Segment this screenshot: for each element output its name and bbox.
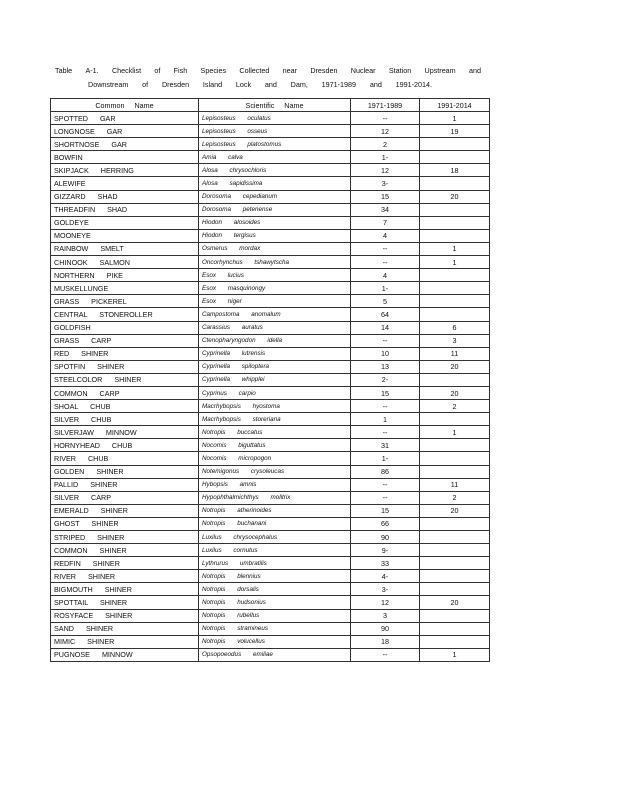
- count-1971-1989-cell: --: [351, 334, 420, 347]
- count-1971-1989-cell: 4: [351, 269, 420, 282]
- common-name-cell: SPOTFIN SHINER: [51, 360, 199, 373]
- count-1991-2014-cell: 20: [420, 504, 490, 517]
- caption-word: of: [142, 80, 149, 89]
- count-1991-2014-cell: 1: [420, 256, 490, 269]
- common-name-cell: EMERALD SHINER: [51, 504, 199, 517]
- count-1971-1989-cell: 2: [351, 138, 420, 151]
- count-1991-2014-cell: [420, 373, 490, 386]
- common-name-cell: CENTRAL STONEROLLER: [51, 308, 199, 321]
- caption-word: and: [468, 66, 481, 75]
- scientific-name-cell: Hiodon tergisus: [199, 229, 351, 242]
- count-1991-2014-cell: 1: [420, 242, 490, 255]
- caption-word: Nuclear: [350, 66, 376, 75]
- count-1991-2014-cell: 20: [420, 386, 490, 399]
- table-row: [51, 531, 490, 544]
- caption-word: and: [264, 80, 277, 89]
- count-1991-2014-cell: [420, 413, 490, 426]
- table-row: [51, 242, 490, 255]
- count-1991-2014-cell: 2: [420, 491, 490, 504]
- scientific-name-cell: Notropis buchanani: [199, 517, 351, 530]
- common-name-cell: STEELCOLOR SHINER: [51, 373, 199, 386]
- table-row: [51, 478, 490, 491]
- caption-word: Checklist: [111, 66, 142, 75]
- count-1991-2014-cell: [420, 622, 490, 635]
- caption-word: Downstream: [88, 80, 129, 89]
- count-1991-2014-cell: 20: [420, 190, 490, 203]
- common-name-cell: RAINBOW SMELT: [51, 242, 199, 255]
- count-1991-2014-cell: [420, 229, 490, 242]
- scientific-name-cell: Notropis atherinoides: [199, 504, 351, 517]
- caption-line-1: [55, 64, 481, 78]
- table-row: [51, 203, 490, 216]
- scientific-name-cell: Notropis volucellus: [199, 635, 351, 648]
- count-1971-1989-cell: --: [351, 648, 420, 661]
- count-1971-1989-cell: 15: [351, 386, 420, 399]
- caption-word: 1991-2014.: [395, 80, 432, 89]
- count-1991-2014-cell: [420, 544, 490, 557]
- count-1971-1989-cell: --: [351, 112, 420, 125]
- count-1971-1989-cell: 90: [351, 622, 420, 635]
- count-1991-2014-cell: [420, 269, 490, 282]
- count-1971-1989-cell: 3-: [351, 177, 420, 190]
- table-row: [51, 177, 490, 190]
- count-1991-2014-cell: [420, 177, 490, 190]
- scientific-name-cell: Lepisosteus osseus: [199, 125, 351, 138]
- count-1971-1989-cell: 86: [351, 465, 420, 478]
- count-1971-1989-cell: 1-: [351, 452, 420, 465]
- caption-word: Upstream: [424, 66, 456, 75]
- scientific-name-cell: Hypophthalmichthys molitrix: [199, 491, 351, 504]
- count-1971-1989-cell: --: [351, 478, 420, 491]
- scientific-name-cell: Hybopsis amnis: [199, 478, 351, 491]
- count-1971-1989-cell: --: [351, 242, 420, 255]
- common-name-cell: GOLDEN SHINER: [51, 465, 199, 478]
- header-1971-1989: 1971-1989: [351, 99, 420, 112]
- caption-word: of: [154, 66, 161, 75]
- common-name-cell: PUGNOSE MINNOW: [51, 648, 199, 661]
- scientific-name-cell: Cyprinella whipplei: [199, 373, 351, 386]
- count-1991-2014-cell: [420, 531, 490, 544]
- table-row: [51, 609, 490, 622]
- scientific-name-cell: Hiodon alosoides: [199, 216, 351, 229]
- count-1991-2014-cell: 20: [420, 596, 490, 609]
- scientific-name-cell: Luxilus chrysocephalus: [199, 531, 351, 544]
- header-1991-2014: 1991-2014: [420, 99, 490, 112]
- common-name-cell: CHINOOK SALMON: [51, 256, 199, 269]
- scientific-name-cell: Lepisosteus platostomus: [199, 138, 351, 151]
- count-1971-1989-cell: 31: [351, 439, 420, 452]
- common-name-cell: COMMON SHINER: [51, 544, 199, 557]
- common-name-cell: BOWFIN: [51, 151, 199, 164]
- table-row: [51, 452, 490, 465]
- table-row: [51, 648, 490, 661]
- count-1971-1989-cell: 1-: [351, 151, 420, 164]
- table-row: [51, 622, 490, 635]
- count-1971-1989-cell: 1: [351, 413, 420, 426]
- scientific-name-cell: Nocomis biguttatus: [199, 439, 351, 452]
- table-row: [51, 125, 490, 138]
- table-row: [51, 413, 490, 426]
- count-1991-2014-cell: 19: [420, 125, 490, 138]
- common-name-cell: REDFIN SHINER: [51, 557, 199, 570]
- table-row: [51, 583, 490, 596]
- common-name-cell: NORTHERN PIKE: [51, 269, 199, 282]
- table-caption: [55, 64, 481, 92]
- count-1971-1989-cell: --: [351, 400, 420, 413]
- scientific-name-cell: Cyprinella spiloptera: [199, 360, 351, 373]
- common-name-cell: GHOST SHINER: [51, 517, 199, 530]
- count-1991-2014-cell: [420, 216, 490, 229]
- count-1971-1989-cell: 5: [351, 295, 420, 308]
- count-1971-1989-cell: 1-: [351, 282, 420, 295]
- count-1971-1989-cell: --: [351, 491, 420, 504]
- count-1971-1989-cell: 15: [351, 504, 420, 517]
- count-1991-2014-cell: [420, 203, 490, 216]
- caption-word: and: [369, 80, 382, 89]
- count-1991-2014-cell: [420, 138, 490, 151]
- count-1971-1989-cell: 66: [351, 517, 420, 530]
- scientific-name-cell: Cyprinella lutrensis: [199, 347, 351, 360]
- count-1971-1989-cell: 4: [351, 229, 420, 242]
- common-name-cell: MOONEYE: [51, 229, 199, 242]
- scientific-name-cell: Campostoma anomalum: [199, 308, 351, 321]
- common-name-cell: GIZZARD SHAD: [51, 190, 199, 203]
- table-row: [51, 334, 490, 347]
- count-1991-2014-cell: [420, 439, 490, 452]
- caption-word: Fish: [173, 66, 188, 75]
- count-1971-1989-cell: 12: [351, 164, 420, 177]
- header-scientific-name: Scientific Name: [199, 99, 351, 112]
- common-name-cell: SILVER CHUB: [51, 413, 199, 426]
- count-1971-1989-cell: 33: [351, 557, 420, 570]
- count-1991-2014-cell: [420, 635, 490, 648]
- count-1971-1989-cell: 12: [351, 125, 420, 138]
- count-1991-2014-cell: [420, 570, 490, 583]
- count-1971-1989-cell: --: [351, 426, 420, 439]
- scientific-name-cell: Esox lucius: [199, 269, 351, 282]
- count-1971-1989-cell: 90: [351, 531, 420, 544]
- count-1971-1989-cell: 9-: [351, 544, 420, 557]
- count-1991-2014-cell: 20: [420, 360, 490, 373]
- table-row: [51, 596, 490, 609]
- count-1991-2014-cell: [420, 151, 490, 164]
- table-row: [51, 282, 490, 295]
- count-1971-1989-cell: 64: [351, 308, 420, 321]
- caption-word: Species: [200, 66, 227, 75]
- scientific-name-cell: Alosa chrysochloris: [199, 164, 351, 177]
- count-1971-1989-cell: 34: [351, 203, 420, 216]
- count-1991-2014-cell: [420, 295, 490, 308]
- table-row: [51, 439, 490, 452]
- scientific-name-cell: Notropis rubellus: [199, 609, 351, 622]
- count-1991-2014-cell: 18: [420, 164, 490, 177]
- common-name-cell: BIGMOUTH SHINER: [51, 583, 199, 596]
- common-name-cell: SPOTTAIL SHINER: [51, 596, 199, 609]
- count-1991-2014-cell: 1: [420, 426, 490, 439]
- count-1971-1989-cell: 10: [351, 347, 420, 360]
- common-name-cell: GOLDEYE: [51, 216, 199, 229]
- table-row: [51, 164, 490, 177]
- count-1991-2014-cell: [420, 308, 490, 321]
- table-row: [51, 465, 490, 478]
- species-table: [50, 98, 490, 662]
- common-name-cell: SAND SHINER: [51, 622, 199, 635]
- table-row: [51, 491, 490, 504]
- count-1991-2014-cell: 6: [420, 321, 490, 334]
- table-row: [51, 256, 490, 269]
- count-1971-1989-cell: 13: [351, 360, 420, 373]
- scientific-name-cell: Carassius auratus: [199, 321, 351, 334]
- count-1991-2014-cell: 1: [420, 112, 490, 125]
- caption-word: Lock: [235, 80, 252, 89]
- caption-word: Collected: [239, 66, 270, 75]
- count-1971-1989-cell: 7: [351, 216, 420, 229]
- common-name-cell: RIVER SHINER: [51, 570, 199, 583]
- table-row: [51, 557, 490, 570]
- scientific-name-cell: Esox masquinongy: [199, 282, 351, 295]
- scientific-name-cell: Dorosoma cepedianum: [199, 190, 351, 203]
- caption-word: Dam,: [290, 80, 308, 89]
- table-row: [51, 504, 490, 517]
- common-name-cell: GRASS CARP: [51, 334, 199, 347]
- table-row: [51, 544, 490, 557]
- count-1991-2014-cell: 1: [420, 648, 490, 661]
- scientific-name-cell: Nocomis micropogon: [199, 452, 351, 465]
- common-name-cell: SKIPJACK HERRING: [51, 164, 199, 177]
- common-name-cell: PALLID SHINER: [51, 478, 199, 491]
- count-1991-2014-cell: [420, 557, 490, 570]
- caption-line-2: [55, 78, 432, 92]
- scientific-name-cell: Amia calva: [199, 151, 351, 164]
- table-row: [51, 295, 490, 308]
- common-name-cell: STRIPED SHINER: [51, 531, 199, 544]
- count-1971-1989-cell: 4-: [351, 570, 420, 583]
- scientific-name-cell: Lythrurus umbratilis: [199, 557, 351, 570]
- common-name-cell: SILVER CARP: [51, 491, 199, 504]
- table-row: [51, 400, 490, 413]
- common-name-cell: GRASS PICKEREL: [51, 295, 199, 308]
- count-1991-2014-cell: [420, 465, 490, 478]
- count-1991-2014-cell: [420, 583, 490, 596]
- table-row: [51, 151, 490, 164]
- common-name-cell: RIVER CHUB: [51, 452, 199, 465]
- scientific-name-cell: Dorosoma petenense: [199, 203, 351, 216]
- common-name-cell: MUSKELLUNGE: [51, 282, 199, 295]
- common-name-cell: HORNYHEAD CHUB: [51, 439, 199, 452]
- table-row: [51, 373, 490, 386]
- caption-word: Dresden: [161, 80, 190, 89]
- table-row: [51, 386, 490, 399]
- count-1971-1989-cell: 14: [351, 321, 420, 334]
- table-row: [51, 360, 490, 373]
- caption-word: A-1.: [85, 66, 99, 75]
- scientific-name-cell: Notropis stramineus: [199, 622, 351, 635]
- table-row: [51, 426, 490, 439]
- common-name-cell: MIMIC SHINER: [51, 635, 199, 648]
- table-row: [51, 570, 490, 583]
- caption-word: near: [282, 66, 298, 75]
- table-row: [51, 229, 490, 242]
- common-name-cell: LONGNOSE GAR: [51, 125, 199, 138]
- caption-word: Station: [388, 66, 412, 75]
- scientific-name-cell: Notropis hudsonius: [199, 596, 351, 609]
- scientific-name-cell: Macrhybopsis hyostoma: [199, 400, 351, 413]
- common-name-cell: SPOTTED GAR: [51, 112, 199, 125]
- common-name-cell: GOLDFISH: [51, 321, 199, 334]
- table-row: [51, 138, 490, 151]
- table-row: [51, 112, 490, 125]
- header-common-name: Common Name: [51, 99, 199, 112]
- count-1991-2014-cell: [420, 452, 490, 465]
- count-1971-1989-cell: 2-: [351, 373, 420, 386]
- common-name-cell: ALEWIFE: [51, 177, 199, 190]
- count-1991-2014-cell: [420, 609, 490, 622]
- count-1971-1989-cell: 12: [351, 596, 420, 609]
- table-row: [51, 269, 490, 282]
- count-1971-1989-cell: --: [351, 256, 420, 269]
- scientific-name-cell: Notropis dorsalis: [199, 583, 351, 596]
- scientific-name-cell: Luxilus cornutus: [199, 544, 351, 557]
- scientific-name-cell: Esox niger: [199, 295, 351, 308]
- count-1991-2014-cell: 11: [420, 478, 490, 491]
- caption-word: 1971-1989: [321, 80, 357, 89]
- table-row: [51, 635, 490, 648]
- table-body: [51, 112, 490, 662]
- scientific-name-cell: Notropis buccatus: [199, 426, 351, 439]
- scientific-name-cell: Alosa sapidissima: [199, 177, 351, 190]
- table-row: [51, 216, 490, 229]
- common-name-cell: SHOAL CHUB: [51, 400, 199, 413]
- count-1991-2014-cell: 3: [420, 334, 490, 347]
- common-name-cell: THREADFIN SHAD: [51, 203, 199, 216]
- scientific-name-cell: Notemigonus crysoleucas: [199, 465, 351, 478]
- scientific-name-cell: Ctenopharyngodon idella: [199, 334, 351, 347]
- common-name-cell: COMMON CARP: [51, 386, 199, 399]
- scientific-name-cell: Opsopoeodus emiliae: [199, 648, 351, 661]
- scientific-name-cell: Notropis blennius: [199, 570, 351, 583]
- table-row: [51, 308, 490, 321]
- count-1971-1989-cell: 15: [351, 190, 420, 203]
- scientific-name-cell: Lepisosteus oculatus: [199, 112, 351, 125]
- table-row: [51, 347, 490, 360]
- common-name-cell: RED SHINER: [51, 347, 199, 360]
- count-1971-1989-cell: 3-: [351, 583, 420, 596]
- table-header-row: [51, 99, 490, 112]
- scientific-name-cell: Osmerus mordax: [199, 242, 351, 255]
- table-row: [51, 517, 490, 530]
- count-1991-2014-cell: [420, 517, 490, 530]
- common-name-cell: SHORTNOSE GAR: [51, 138, 199, 151]
- table-row: [51, 321, 490, 334]
- count-1991-2014-cell: [420, 282, 490, 295]
- scientific-name-cell: Macrhybopsis storeriana: [199, 413, 351, 426]
- count-1971-1989-cell: 3: [351, 609, 420, 622]
- count-1971-1989-cell: 18: [351, 635, 420, 648]
- common-name-cell: SILVERJAW MINNOW: [51, 426, 199, 439]
- count-1991-2014-cell: 11: [420, 347, 490, 360]
- caption-word: Island: [202, 80, 223, 89]
- scientific-name-cell: Cyprinus carpio: [199, 386, 351, 399]
- caption-word: Dresden: [310, 66, 338, 75]
- count-1991-2014-cell: 2: [420, 400, 490, 413]
- table-row: [51, 190, 490, 203]
- scientific-name-cell: Oncorhynchus tshawytscha: [199, 256, 351, 269]
- common-name-cell: ROSYFACE SHINER: [51, 609, 199, 622]
- caption-word: Table: [55, 66, 73, 75]
